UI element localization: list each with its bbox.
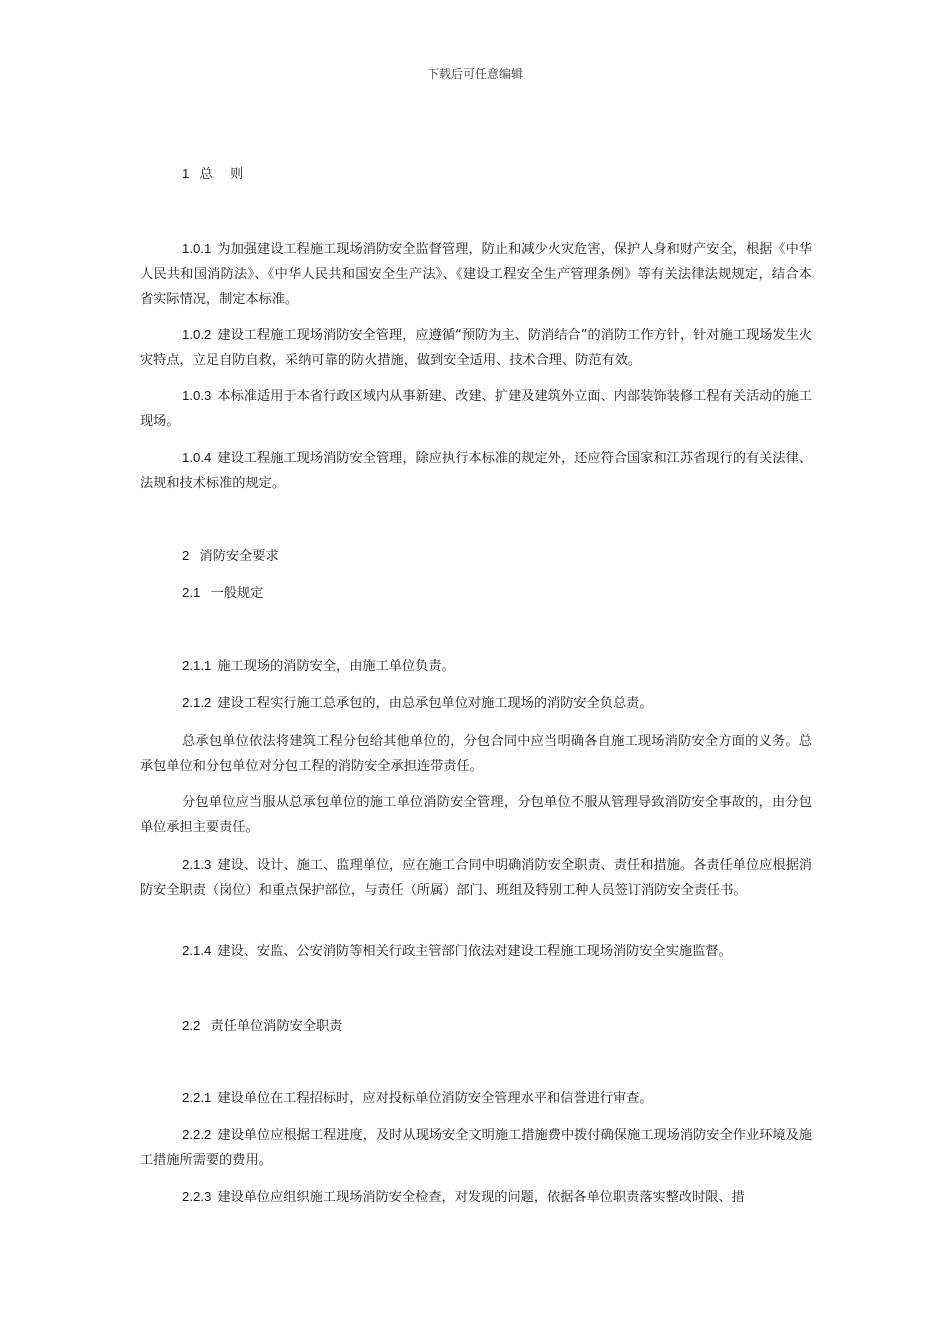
- clause-number: 2.2.3: [182, 1189, 212, 1204]
- section-2-heading: [182, 546, 279, 567]
- clause-2-1-3: [140, 852, 812, 903]
- section-title: 责任单位消防安全职责: [210, 1019, 343, 1034]
- clause-2-2-3: [140, 1184, 812, 1210]
- clause-1-0-2: [140, 322, 812, 373]
- section-1-heading: [182, 164, 243, 185]
- clause-2-2-1: [140, 1085, 812, 1111]
- clause-text: 建设单位应组织施工现场消防安全检查，对发现的问题，依据各单位职责落实整改时限、措: [217, 1190, 745, 1205]
- clause-text: 建设单位应根据工程进度，及时从现场安全文明施工措施费中拨付确保施工现场消防安全作业环境及施工措施所需要的费用。: [140, 1128, 812, 1168]
- clause-text: 施工现场的消防安全，由施工单位负责。: [217, 659, 455, 674]
- section-number: 1: [182, 166, 190, 181]
- clause-number: 2.1.4: [182, 943, 212, 958]
- clause-number: 1.0.2: [182, 327, 212, 342]
- clause-text: 建设工程施工现场消防安全管理，除应执行本标准的规定外，还应符合国家和江苏省现行的有关法律、法规和技术标准的规定。: [140, 451, 812, 491]
- section-2-1-heading: [182, 583, 263, 604]
- clause-text: 建设工程施工现场消防安全管理，应遵循“预防为主、防消结合”的消防工作方针，针对施工现场发生火灾特点，立足自防自救，采纳可靠的防火措施，做到安全适用、技术合理、防范有效。: [140, 328, 812, 368]
- clause-text: 建设单位在工程招标时，应对投标单位消防安全管理水平和信誉进行审查。: [217, 1091, 653, 1106]
- section-title: 总 则: [199, 167, 244, 182]
- clause-number: 2.1.2: [182, 695, 212, 710]
- clause-text: 总承包单位依法将建筑工程分包给其他单位的，分包合同中应当明确各自施工现场消防安全方面的义务。总承包单位和分包单位对分包工程的消防安全承担连带责任。: [140, 734, 812, 774]
- clause-text: 分包单位应当服从总承包单位的施工单位消防安全管理，分包单位不服从管理导致消防安全事故的，由分包单位承担主要责任。: [140, 795, 812, 835]
- clause-1-0-3: [140, 383, 812, 434]
- clause-number: 2.1.1: [182, 658, 212, 673]
- clause-2-1-2-para-a: [140, 729, 812, 779]
- clause-number: 1.0.1: [182, 241, 212, 256]
- clause-text: 建设、安监、公安消防等相关行政主管部门依法对建设工程施工现场消防安全实施监督。: [217, 944, 732, 959]
- clause-text: 本标准适用于本省行政区域内从事新建、改建、扩建及建筑外立面、内部装饰装修工程有关活动的施工现场。: [140, 389, 812, 429]
- clause-2-1-1: [140, 653, 812, 679]
- clause-number: 2.2.2: [182, 1127, 212, 1142]
- section-number: 2.1: [182, 585, 201, 600]
- section-2-2-heading: [182, 1016, 342, 1037]
- clause-number: 2.1.3: [182, 857, 212, 872]
- page-header-note: 下载后可任意编辑: [426, 67, 523, 81]
- clause-text: 为加强建设工程施工现场消防安全监督管理，防止和减少火灾危害，保护人身和财产安全，根据《中华人民共和国消防法》、《中华人民共和国安全生产法》、《建设工程安全生产管理条例》等有关法律法规规定，结合本省实际情况，制定本标准。: [140, 242, 812, 307]
- section-number: 2: [182, 548, 190, 563]
- section-number: 2.2: [182, 1018, 201, 1033]
- section-title: 一般规定: [210, 586, 264, 601]
- clause-number: 2.2.1: [182, 1090, 212, 1105]
- clause-number: 1.0.3: [182, 388, 212, 403]
- clause-2-1-4: [140, 938, 812, 964]
- clause-text: 建设、设计、施工、监理单位，应在施工合同中明确消防安全职责、责任和措施。各责任单位应根据消防安全职责（岗位）和重点保护部位，与责任（所属）部门、班组及特别工种人员签订消防安全责任书。: [140, 858, 812, 898]
- clause-2-1-2: [140, 690, 812, 716]
- clause-1-0-4: [140, 445, 812, 496]
- clause-text: 建设工程实行施工总承包的，由总承包单位对施工现场的消防安全负总责。: [217, 696, 653, 711]
- section-title: 消防安全要求: [199, 549, 279, 564]
- clause-number: 1.0.4: [182, 450, 212, 465]
- clause-2-2-2: [140, 1122, 812, 1173]
- clause-2-1-2-para-b: [140, 790, 812, 840]
- clause-1-0-1: [140, 236, 812, 312]
